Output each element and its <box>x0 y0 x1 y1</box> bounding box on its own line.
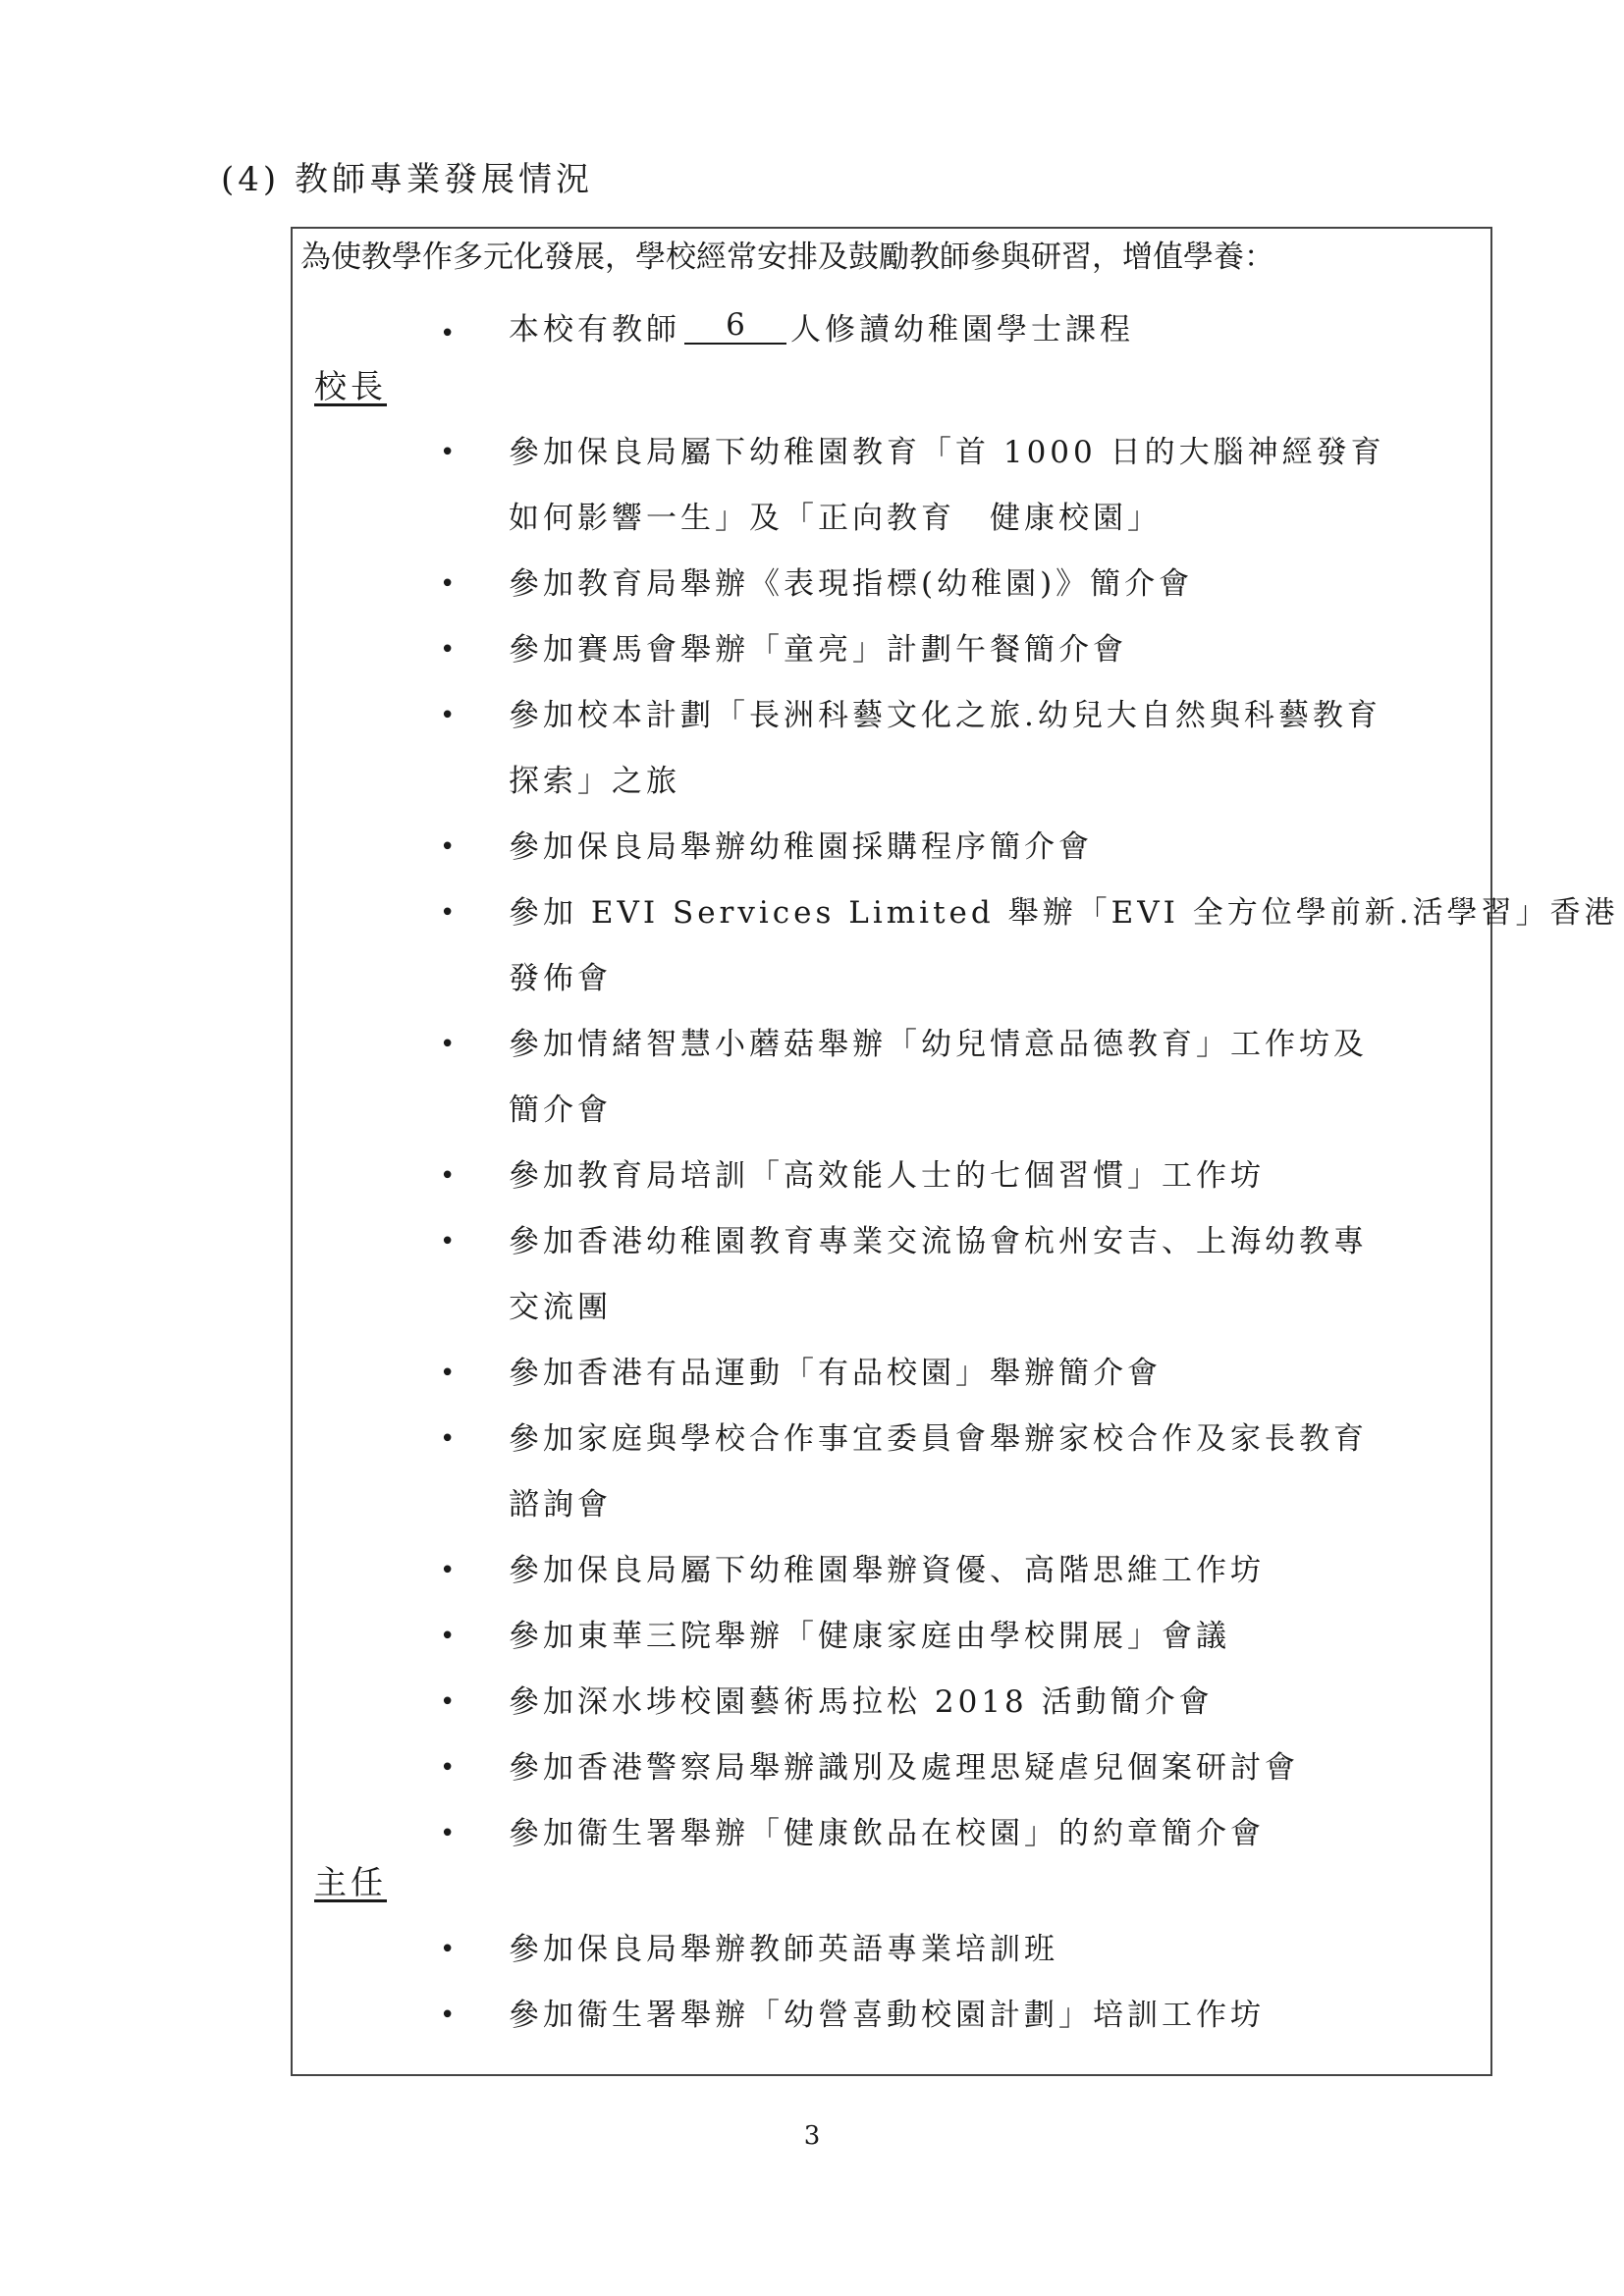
list-item-line: 參加衞生署舉辦「健康飲品在校園」的約章簡介會 <box>509 1816 1265 1851</box>
list-item-line: 參加 EVI Services Limited 舉辦「EVI 全方位學前新.活學習」香港 <box>509 895 1619 931</box>
list-item-line: 參加香港幼稚園教育專業交流協會杭州安吉、上海幼教專 <box>509 1224 1368 1259</box>
list-item-line: 探索」之旅 <box>509 764 680 799</box>
list-item <box>293 552 1490 617</box>
list-item-line: 參加保良局舉辦教師英語專業培訓班 <box>509 1932 1058 1967</box>
list-item-line: 參加校本計劃「長洲科藝文化之旅.幼兒大自然與科藝教育 <box>509 698 1381 733</box>
list-item-line: 參加保良局屬下幼稚園教育「首 1000 日的大腦神經發育 <box>509 435 1385 470</box>
list-item-line: 參加保良局屬下幼稚園舉辦資優、高階思維工作坊 <box>509 1553 1265 1588</box>
list-item-line: 簡介會 <box>509 1093 612 1128</box>
bullet-icon: • <box>440 1227 456 1256</box>
list-item <box>293 1012 1490 1144</box>
bullet-icon: • <box>440 898 456 928</box>
bullet-icon: • <box>440 701 456 730</box>
director-list <box>293 1917 1490 2049</box>
bullet-icon: • <box>440 635 456 665</box>
list-item-line: 諮詢會 <box>509 1487 612 1522</box>
list-item-line: 交流團 <box>509 1290 612 1325</box>
teacher-degree-line <box>440 301 1134 350</box>
intro-text: 為使教學作多元化發展，學校經常安排及鼓勵教師參與研習，增值學養： <box>300 240 1274 275</box>
teacher-degree-prefix: 本校有教師 <box>509 311 680 347</box>
bullet-icon: • <box>440 1161 456 1191</box>
list-item-line: 參加保良局舉辦幼稚園採購程序簡介會 <box>509 829 1093 865</box>
list-item <box>293 1983 1490 2049</box>
list-item <box>293 1735 1490 1801</box>
list-item <box>293 1209 1490 1341</box>
content-box <box>291 227 1619 2076</box>
page-number: 3 <box>803 2121 821 2151</box>
list-item <box>293 1341 1490 1407</box>
bullet-icon: • <box>440 1622 456 1651</box>
list-item <box>293 1407 1490 1538</box>
list-item-line: 發佈會 <box>509 961 612 996</box>
teacher-degree-suffix: 人修讀幼稚園學士課程 <box>790 311 1134 347</box>
bullet-icon: • <box>440 569 456 599</box>
bullet-icon: • <box>440 1030 456 1059</box>
bullet-icon: • <box>440 1687 456 1717</box>
list-item <box>293 420 1490 552</box>
list-item <box>293 617 1490 683</box>
list-item-line: 如何影響一生」及「正向教育 健康校園」 <box>509 501 1162 536</box>
list-item-line: 參加教育局培訓「高效能人士的七個習慣」工作坊 <box>509 1158 1265 1194</box>
bullet-icon: • <box>440 319 456 348</box>
list-item-line: 參加家庭與學校合作事宜委員會舉辦家校合作及家長教育 <box>509 1421 1368 1457</box>
list-item-line: 參加教育局舉辦《表現指標(幼稚園)》簡介會 <box>509 566 1194 602</box>
bullet-icon: • <box>440 438 456 467</box>
list-item <box>293 881 1619 1012</box>
director-heading: 主任 <box>314 1863 387 1901</box>
list-item-line: 參加東華三院舉辦「健康家庭由學校開展」會議 <box>509 1619 1230 1654</box>
principal-list <box>293 420 1619 1867</box>
bullet-icon: • <box>440 1935 456 1964</box>
list-item-line: 參加情緒智慧小蘑菇舉辦「幼兒情意品德教育」工作坊及 <box>509 1027 1368 1062</box>
list-item <box>293 1144 1490 1209</box>
list-item <box>293 1604 1490 1670</box>
bullet-icon: • <box>440 1424 456 1454</box>
bullet-icon: • <box>440 832 456 862</box>
list-item <box>293 1538 1490 1604</box>
list-item <box>293 683 1490 815</box>
list-item-line: 參加賽馬會舉辦「童亮」計劃午餐簡介會 <box>509 632 1127 667</box>
list-item <box>293 1801 1490 1867</box>
teacher-degree-count: 6 <box>684 307 786 345</box>
list-item <box>293 815 1490 881</box>
principal-heading: 校長 <box>314 367 387 405</box>
bullet-icon: • <box>440 2001 456 2030</box>
section-heading: (4) 教師專業發展情況 <box>221 160 593 199</box>
bullet-icon: • <box>440 1359 456 1388</box>
list-item-line: 參加香港有品運動「有品校園」舉辦簡介會 <box>509 1356 1162 1391</box>
list-item-line: 參加香港警察局舉辦識別及處理思疑虐兒個案研討會 <box>509 1750 1299 1786</box>
bullet-icon: • <box>440 1819 456 1848</box>
bullet-icon: • <box>440 1753 456 1783</box>
list-item-line: 參加深水埗校園藝術馬拉松 2018 活動簡介會 <box>509 1684 1214 1720</box>
list-item <box>293 1670 1490 1735</box>
list-item-line: 參加衞生署舉辦「幼營喜動校園計劃」培訓工作坊 <box>509 1998 1265 2033</box>
bullet-icon: • <box>440 1556 456 1585</box>
list-item <box>293 1917 1490 1983</box>
